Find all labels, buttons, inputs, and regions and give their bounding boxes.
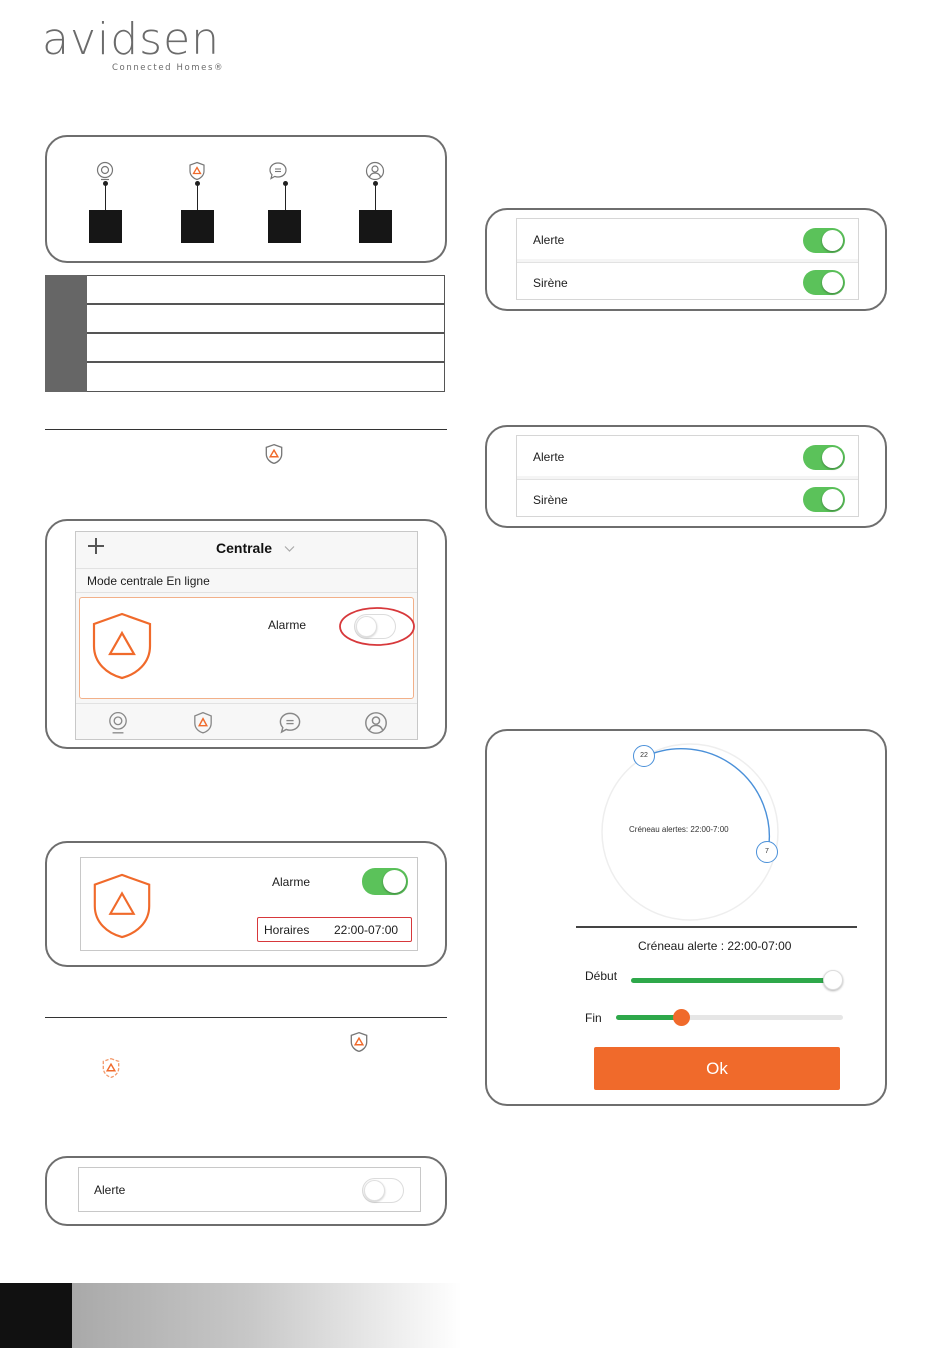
user-icon [365, 161, 385, 181]
tab-user-icon[interactable] [364, 711, 388, 735]
centrale-title[interactable]: Centrale [216, 540, 273, 556]
window-label: Créneau alerte : 22:00-07:00 [638, 939, 792, 953]
footer-page-tab [0, 1283, 72, 1348]
siren-toggle[interactable] [803, 270, 845, 295]
table-row [87, 362, 445, 392]
alarm-toggle[interactable] [362, 868, 408, 895]
schedule-label: Horaires [264, 923, 310, 937]
start-label: Début [585, 969, 618, 983]
brand-tagline: Connected Homes® [112, 63, 225, 73]
section-divider [45, 429, 447, 430]
ring-center-label: Créneau alertes: 22:00-7:00 [629, 825, 729, 834]
alert-label: Alerte [533, 233, 565, 247]
alert-mode-icon [100, 1057, 122, 1079]
table-side-bar [45, 275, 87, 392]
schedule-divider [576, 926, 857, 928]
tab-chat-icon[interactable] [278, 711, 302, 735]
legend-box-1 [89, 210, 122, 243]
centrale-mode-label: Mode centrale En ligne [87, 574, 210, 588]
alert-label: Alerte [94, 1183, 126, 1197]
footer-gradient-bar [72, 1283, 462, 1348]
alarm-label: Alarme [272, 875, 311, 889]
start-hour-bubble[interactable]: 22 [633, 745, 655, 767]
alert-label: Alerte [533, 450, 565, 464]
brand-logo: avidsen [42, 14, 221, 65]
highlight-ellipse [338, 606, 416, 647]
table-row [87, 333, 445, 362]
shield-alarm-icon [263, 443, 285, 465]
ok-button[interactable]: Ok [594, 1047, 840, 1090]
end-slider-track[interactable] [616, 1015, 843, 1020]
end-slider-fill [616, 1015, 682, 1020]
alarm-label: Alarme [268, 618, 307, 632]
alert-toggle[interactable] [803, 445, 845, 470]
table-row [87, 275, 445, 304]
end-hour-bubble[interactable]: 7 [756, 841, 778, 863]
alert-toggle[interactable] [362, 1178, 404, 1203]
legend-box-3 [268, 210, 301, 243]
end-label: Fin [585, 1011, 602, 1025]
section-divider [45, 1017, 447, 1018]
start-slider-knob[interactable] [823, 970, 843, 990]
chevron-down-icon[interactable] [284, 545, 295, 553]
tab-shield-alarm-icon[interactable] [192, 711, 214, 735]
shield-alarm-icon [348, 1031, 370, 1053]
schedule-value: 22:00-07:00 [334, 923, 399, 937]
camera-icon [95, 161, 115, 181]
legend-box-4 [359, 210, 392, 243]
shield-alarm-icon [90, 611, 154, 681]
tab-camera-icon[interactable] [107, 711, 129, 735]
shield-alarm-icon [90, 872, 154, 940]
add-icon[interactable] [87, 537, 105, 555]
siren-label: Sirène [533, 276, 568, 290]
siren-label: Sirène [533, 493, 568, 507]
alert-toggle[interactable] [803, 228, 845, 253]
siren-toggle[interactable] [803, 487, 845, 512]
start-slider-fill [631, 978, 835, 983]
start-slider-track[interactable] [631, 978, 843, 983]
legend-box-2 [181, 210, 214, 243]
chat-icon [268, 161, 288, 181]
shield-alarm-icon [187, 161, 207, 181]
table-row [87, 304, 445, 333]
